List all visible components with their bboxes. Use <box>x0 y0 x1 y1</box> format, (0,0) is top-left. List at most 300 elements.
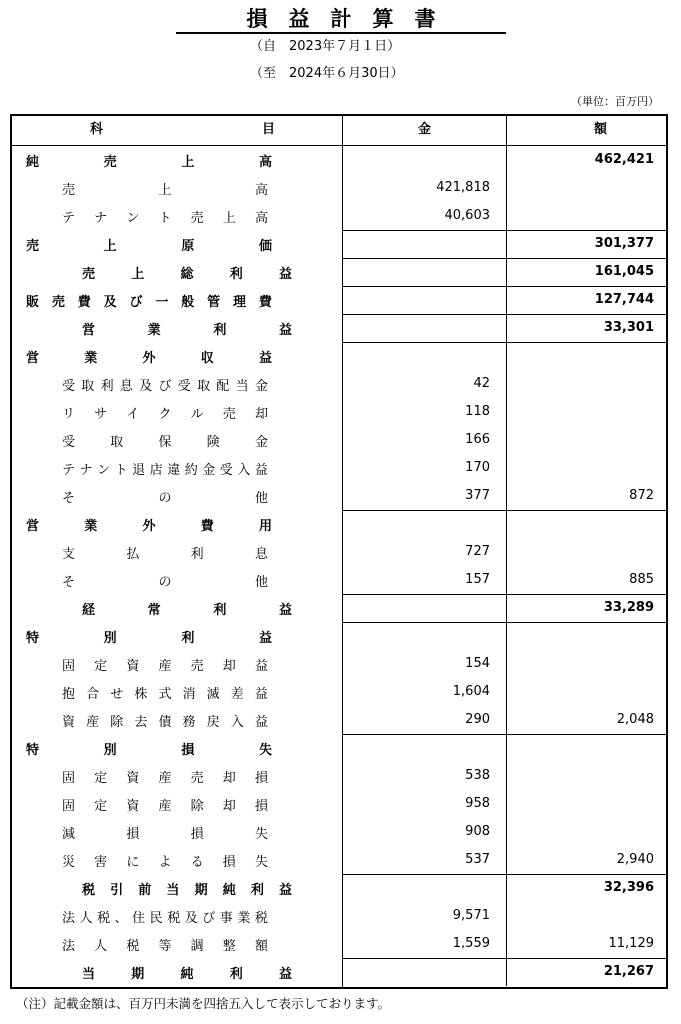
row-label <box>62 178 268 198</box>
unit-label: （単位：百万円） <box>571 95 659 108</box>
row-label-char: ン <box>97 462 111 478</box>
row-label-char: 配 <box>216 378 230 394</box>
row-label-char: 除 <box>110 714 124 730</box>
row-label-char: 純 <box>26 154 40 170</box>
amount-col1: 170 <box>465 460 490 475</box>
row-label <box>82 262 292 282</box>
amount-col1 <box>342 318 490 338</box>
table-row <box>12 930 666 958</box>
row-label-char: 高 <box>254 210 268 226</box>
amount-col2 <box>506 654 654 674</box>
amount-col2: 885 <box>629 572 654 587</box>
table-row <box>12 958 666 986</box>
row-label-char: る <box>190 854 204 870</box>
row-label-char: 却 <box>254 406 268 422</box>
amount-col1 <box>342 150 490 170</box>
amount-col2 <box>506 430 654 450</box>
row-label-char: 上 <box>158 182 172 198</box>
amount-col2 <box>506 458 654 478</box>
row-label-char: 違 <box>167 462 181 478</box>
row-label-char: 金 <box>254 434 268 450</box>
amount-col2: 161,045 <box>594 264 654 279</box>
row-label <box>62 822 268 842</box>
row-label-char: ナ <box>94 210 108 226</box>
section-rule <box>342 314 666 315</box>
row-label-char: 減 <box>62 826 76 842</box>
amount-col2: 21,267 <box>603 964 654 979</box>
amount-col2 <box>506 822 654 842</box>
row-label-char: 利 <box>250 882 264 898</box>
row-label-char: 利 <box>100 378 114 394</box>
row-label <box>62 710 268 730</box>
row-label-char: そ <box>62 574 76 590</box>
amount-col2 <box>506 766 654 786</box>
row-label-char: に <box>126 854 140 870</box>
table-row <box>12 510 666 538</box>
amount-col1: 166 <box>465 432 490 447</box>
row-label-char: 産 <box>158 658 172 674</box>
row-label-char: 売 <box>190 658 204 674</box>
row-label-char: 営 <box>82 322 96 338</box>
row-label <box>26 514 272 534</box>
row-label <box>82 318 292 338</box>
amount-column-divider <box>506 342 507 510</box>
row-label-char: 益 <box>278 882 292 898</box>
row-label-char: 税 <box>97 910 111 926</box>
row-label-char: 前 <box>138 882 152 898</box>
row-label-char: 受 <box>177 378 191 394</box>
row-label-char: 戻 <box>206 714 220 730</box>
section-rule <box>342 342 666 343</box>
row-label-char: 等 <box>158 938 172 954</box>
amount-col2 <box>506 906 654 926</box>
amount-col1: 157 <box>465 572 490 587</box>
row-label-char: 損 <box>181 742 195 758</box>
row-label-char: 却 <box>222 770 236 786</box>
row-label-char: 却 <box>222 658 236 674</box>
row-label <box>82 962 292 982</box>
row-label-char: 式 <box>158 686 172 702</box>
row-label-char: 受 <box>219 462 233 478</box>
amount-col2: 462,421 <box>594 152 654 167</box>
row-label-char: 固 <box>62 658 76 674</box>
row-label-char: そ <box>62 490 76 506</box>
row-label-char: 売 <box>222 406 236 422</box>
row-label-char: ト <box>158 210 172 226</box>
row-label-char: 人 <box>94 938 108 954</box>
column-divider-header <box>506 116 507 145</box>
row-label <box>62 654 268 674</box>
row-label-char: 高 <box>254 182 268 198</box>
table-row <box>12 370 666 398</box>
amount-col1: 538 <box>465 768 490 783</box>
row-label <box>62 906 268 926</box>
row-label-char: 産 <box>158 798 172 814</box>
row-label-char: 原 <box>181 238 195 254</box>
table-row <box>12 818 666 846</box>
document-title: 損 益 計 算 書 <box>176 6 506 34</box>
amount-column-divider <box>506 286 507 314</box>
row-label-char: 税 <box>82 882 96 898</box>
row-label-char: 固 <box>62 798 76 814</box>
row-label-char: 人 <box>79 910 93 926</box>
amount-col2 <box>506 738 654 758</box>
row-label-char: 利 <box>190 546 204 562</box>
table-row <box>12 258 666 286</box>
row-label-char: 約 <box>184 462 198 478</box>
row-label-char: 受 <box>62 378 76 394</box>
row-label-char: 用 <box>258 518 272 534</box>
row-label-char: 当 <box>82 966 96 982</box>
row-label <box>26 738 272 758</box>
amount-col1 <box>342 962 490 982</box>
amount-col1: 421,818 <box>436 180 490 195</box>
row-label-char: 取 <box>110 434 124 450</box>
row-label-char: 保 <box>158 434 172 450</box>
row-label-char: 退 <box>132 462 146 478</box>
table-row <box>12 202 666 230</box>
row-label-char: の <box>158 490 172 506</box>
row-label <box>62 766 268 786</box>
amount-col1: 9,571 <box>452 908 490 923</box>
section-rule <box>342 958 666 959</box>
row-label-char: 払 <box>126 546 140 562</box>
table-row <box>12 790 666 818</box>
row-label-char: 常 <box>147 602 161 618</box>
row-label-char: 外 <box>142 518 156 534</box>
table-row <box>12 454 666 482</box>
row-label-char: ル <box>190 406 204 422</box>
row-label <box>26 150 272 170</box>
row-label-char: 差 <box>230 686 244 702</box>
row-label-char: 売 <box>190 210 204 226</box>
row-label-char: 別 <box>103 630 117 646</box>
row-label-char: 益 <box>254 462 268 478</box>
section-rule <box>342 230 666 231</box>
row-label <box>62 794 268 814</box>
row-label <box>26 626 272 646</box>
row-label-char: 一 <box>155 294 169 310</box>
row-label-char: 上 <box>181 154 195 170</box>
row-label-char: 息 <box>119 378 133 394</box>
row-label-char: 険 <box>206 434 220 450</box>
row-label-char: 益 <box>278 322 292 338</box>
row-label-char: び <box>202 910 216 926</box>
row-label-char: 別 <box>103 742 117 758</box>
header-item-right: 目 <box>262 122 276 137</box>
amount-col2: 872 <box>629 488 654 503</box>
row-label-char: 経 <box>82 602 96 618</box>
amount-col2 <box>506 374 654 394</box>
row-label-char: ト <box>114 462 128 478</box>
amount-column-divider <box>506 734 507 874</box>
row-label-char: 純 <box>180 966 194 982</box>
row-label-char: 資 <box>126 770 140 786</box>
row-label-char: ン <box>126 210 140 226</box>
table-row <box>12 342 666 370</box>
row-label-char: ナ <box>79 462 93 478</box>
row-label-char: 高 <box>258 154 272 170</box>
row-label <box>82 598 292 618</box>
row-label-char: 産 <box>86 714 100 730</box>
row-label-char: 益 <box>278 602 292 618</box>
row-label-char: 、 <box>114 910 128 926</box>
table-row <box>12 902 666 930</box>
row-label <box>62 682 268 702</box>
section-rule <box>342 510 666 511</box>
row-label <box>62 458 268 478</box>
row-label <box>26 290 272 310</box>
table-row <box>12 874 666 902</box>
amount-col2 <box>506 682 654 702</box>
amount-col1: 908 <box>465 824 490 839</box>
row-label-char: よ <box>158 854 172 870</box>
row-label-char: 資 <box>126 798 140 814</box>
amount-col1 <box>342 514 490 534</box>
amount-col2 <box>506 346 654 366</box>
row-label-char: 営 <box>26 518 40 534</box>
row-label-char: 定 <box>94 770 108 786</box>
row-label <box>62 934 268 954</box>
row-label-char: 上 <box>131 266 145 282</box>
row-label-char: 期 <box>194 882 208 898</box>
row-label-char: 費 <box>258 294 272 310</box>
row-label-char: 利 <box>181 630 195 646</box>
row-label-char: テ <box>62 462 76 478</box>
row-label-char: 却 <box>222 798 236 814</box>
table-row <box>12 314 666 342</box>
amount-col2: 2,048 <box>616 712 654 727</box>
row-label-char: 売 <box>82 266 96 282</box>
table-row <box>12 146 666 174</box>
amount-col1 <box>342 346 490 366</box>
section-rule <box>342 874 666 875</box>
amount-col1 <box>342 626 490 646</box>
row-label-char: 他 <box>254 490 268 506</box>
row-label-char: 税 <box>167 910 181 926</box>
row-label-char: 業 <box>147 322 161 338</box>
row-label-char: 売 <box>62 182 76 198</box>
amount-column-divider <box>506 314 507 342</box>
amount-col1 <box>342 290 490 310</box>
amount-col1: 290 <box>465 712 490 727</box>
table-row <box>12 762 666 790</box>
row-label-char: サ <box>94 406 108 422</box>
row-label-char: 特 <box>26 742 40 758</box>
row-label-char: 及 <box>139 378 153 394</box>
section-rule <box>342 258 666 259</box>
row-label <box>62 206 268 226</box>
amount-col2: 33,289 <box>603 600 654 615</box>
row-label <box>26 346 272 366</box>
row-label-char: 取 <box>197 378 211 394</box>
row-label-char: 売 <box>26 238 40 254</box>
amount-col1: 1,559 <box>452 936 490 951</box>
row-label-char: 売 <box>190 770 204 786</box>
row-label-char: 価 <box>258 238 272 254</box>
row-label-char: の <box>158 574 172 590</box>
section-rule <box>342 286 666 287</box>
row-label-char: 売 <box>51 294 65 310</box>
amount-column-divider <box>506 622 507 734</box>
row-label-char: 調 <box>190 938 204 954</box>
amount-col2: 11,129 <box>608 936 654 951</box>
amount-col1 <box>342 262 490 282</box>
row-label-char: 及 <box>184 910 198 926</box>
row-label-char: 上 <box>103 238 117 254</box>
amount-column-divider <box>506 258 507 286</box>
row-label-char: 損 <box>254 798 268 814</box>
amount-col2 <box>506 626 654 646</box>
row-label-char: 益 <box>254 686 268 702</box>
amount-col1 <box>342 598 490 618</box>
row-label-char: 営 <box>26 350 40 366</box>
amount-col1: 727 <box>465 544 490 559</box>
row-label-char: 管 <box>207 294 221 310</box>
row-label-char: 失 <box>258 742 272 758</box>
amount-col2: 32,396 <box>603 880 654 895</box>
row-label-char: び <box>158 378 172 394</box>
table-row <box>12 482 666 510</box>
table-row <box>12 622 666 650</box>
row-label-char: 定 <box>94 658 108 674</box>
row-label-char: 費 <box>77 294 91 310</box>
row-label-char: 上 <box>222 210 236 226</box>
row-label-char: 業 <box>84 350 98 366</box>
row-label <box>26 234 272 254</box>
row-label-char: 益 <box>278 966 292 982</box>
row-label-char: リ <box>62 406 76 422</box>
row-label-char: 税 <box>126 938 140 954</box>
table-row <box>12 678 666 706</box>
row-label-char: 外 <box>142 350 156 366</box>
table-row <box>12 566 666 594</box>
table-row <box>12 426 666 454</box>
amount-col1: 40,603 <box>444 208 490 223</box>
row-label-char: 店 <box>149 462 163 478</box>
row-label-char: 金 <box>202 462 216 478</box>
row-label-char: 株 <box>134 686 148 702</box>
row-label-char: 損 <box>222 854 236 870</box>
section-rule <box>342 734 666 735</box>
amount-col1 <box>342 234 490 254</box>
row-label-char: 損 <box>126 826 140 842</box>
row-label-char: 息 <box>254 546 268 562</box>
row-label <box>82 878 292 898</box>
amount-col2 <box>506 402 654 422</box>
row-label-char: 益 <box>258 630 272 646</box>
row-label-char: 支 <box>62 546 76 562</box>
row-label-char: 当 <box>166 882 180 898</box>
row-label-char: 法 <box>62 910 76 926</box>
row-label-char: 利 <box>213 322 227 338</box>
row-label-char: 他 <box>254 574 268 590</box>
amount-column-divider <box>506 510 507 594</box>
amount-col2: 2,940 <box>616 852 654 867</box>
row-label-char: 総 <box>180 266 194 282</box>
row-label-char: 税 <box>254 910 268 926</box>
amount-column-divider <box>506 958 507 986</box>
row-label-char: 滅 <box>206 686 220 702</box>
amount-col1: 1,604 <box>452 684 490 699</box>
row-label-char: 当 <box>235 378 249 394</box>
amount-column-divider <box>506 874 507 958</box>
row-label-char: 理 <box>233 294 247 310</box>
amount-col2 <box>506 794 654 814</box>
row-label <box>62 402 268 422</box>
row-label <box>62 570 268 590</box>
row-label-char: 損 <box>190 826 204 842</box>
row-label-char: 整 <box>222 938 236 954</box>
row-label-char: 利 <box>229 966 243 982</box>
row-label-char: 特 <box>26 630 40 646</box>
table-row <box>12 286 666 314</box>
row-label <box>62 850 268 870</box>
row-label-char: 抱 <box>62 686 76 702</box>
row-label-char: 額 <box>254 938 268 954</box>
row-label-char: 去 <box>134 714 148 730</box>
row-label-char: 益 <box>278 266 292 282</box>
amount-col2 <box>506 542 654 562</box>
amount-col1: 958 <box>465 796 490 811</box>
row-label-char: 合 <box>86 686 100 702</box>
amount-col2: 33,301 <box>603 320 654 335</box>
row-label-char: 収 <box>200 350 214 366</box>
row-label-char: 受 <box>62 434 76 450</box>
row-label-char: ク <box>158 406 172 422</box>
row-label-char: 住 <box>132 910 146 926</box>
row-label-char: テ <box>62 210 76 226</box>
row-label-char: 費 <box>200 518 214 534</box>
row-label-char: 除 <box>190 798 204 814</box>
row-label <box>62 374 268 394</box>
amount-col1 <box>342 878 490 898</box>
row-label-char: イ <box>126 406 140 422</box>
row-label-char: 引 <box>110 882 124 898</box>
table-row <box>12 174 666 202</box>
amount-column-divider <box>506 230 507 258</box>
amount-col2: 127,744 <box>594 292 654 307</box>
table-row <box>12 398 666 426</box>
table-row <box>12 846 666 874</box>
row-label-char: 及 <box>103 294 117 310</box>
period-from: （自 2023年７月１日） <box>250 39 401 54</box>
row-label-char: 金 <box>254 378 268 394</box>
row-label <box>62 542 268 562</box>
row-label-char: 業 <box>84 518 98 534</box>
amount-col1: 377 <box>465 488 490 503</box>
row-label-char: 法 <box>62 938 76 954</box>
row-label-char: 失 <box>254 854 268 870</box>
row-label-char: 益 <box>258 350 272 366</box>
amount-col1 <box>342 738 490 758</box>
amount-col2 <box>506 206 654 226</box>
row-label-char: 事 <box>219 910 233 926</box>
row-label <box>62 486 268 506</box>
row-label-char: 利 <box>213 602 227 618</box>
row-label-char: 害 <box>94 854 108 870</box>
table-row <box>12 230 666 258</box>
row-label-char: 資 <box>62 714 76 730</box>
table-row <box>12 650 666 678</box>
row-label-char: 益 <box>254 714 268 730</box>
amount-column-divider <box>506 146 507 230</box>
row-label-char: 災 <box>62 854 76 870</box>
row-label-char: 消 <box>182 686 196 702</box>
row-label-char: 定 <box>94 798 108 814</box>
amount-col2 <box>506 514 654 534</box>
row-label-char: 債 <box>158 714 172 730</box>
